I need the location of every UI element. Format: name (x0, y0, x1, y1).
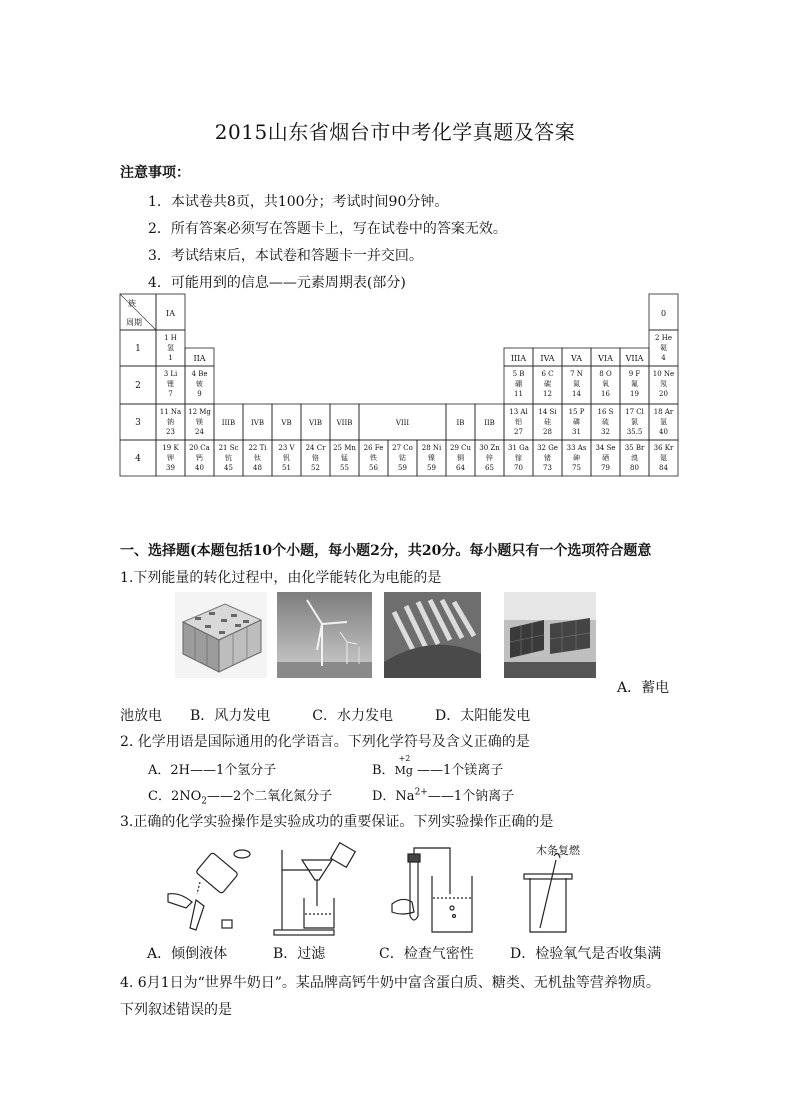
group-header-label: IIIA (510, 354, 527, 363)
question-4-line-2: 下列叙述错误的是 (120, 1002, 232, 1018)
element-name: 氩 (660, 418, 667, 426)
q3-option-b: B．过滤 (273, 946, 326, 962)
element-number-symbol: 20 Ca (189, 444, 210, 452)
wind-turbine-image (277, 592, 372, 678)
element-number-symbol: 2 He (655, 334, 672, 342)
notice-heading: 注意事项： (120, 165, 190, 181)
element-mass: 59 (427, 464, 436, 472)
element-number-symbol: 12 Mg (188, 408, 211, 416)
group-header-label: IIB (484, 419, 495, 427)
group-header-label: IA (166, 309, 175, 318)
element-mass: 23 (166, 428, 175, 436)
element-mass: 32 (601, 428, 610, 436)
group-header-label: IIA (193, 354, 206, 363)
element-number-symbol: 22 Ti (248, 444, 267, 452)
element-number-symbol: 1 H (164, 334, 177, 342)
element-number-symbol: 31 Ga (508, 444, 529, 452)
element-mass: 55 (340, 464, 349, 472)
element-name: 钪 (225, 454, 232, 462)
table-corner-group-label: 族 (128, 299, 136, 308)
element-number-symbol: 25 Mn (333, 444, 356, 452)
q2-option-d-text: ——1个钠离子 (427, 789, 515, 804)
hydro-turbine-image (384, 592, 481, 678)
element-mass: 1 (168, 354, 173, 362)
element-mass: 79 (601, 464, 610, 472)
q2-option-d-superscript: 2+ (414, 787, 428, 798)
airtightness-check-figure (388, 846, 484, 938)
element-mass: 64 (456, 464, 465, 472)
periodic-table-svg (120, 294, 675, 509)
element-name: 硒 (602, 454, 609, 462)
element-number-symbol: 10 Ne (652, 370, 675, 378)
element-name: 铜 (457, 454, 464, 462)
element-mass: 45 (224, 464, 233, 472)
group-header-label: IB (456, 419, 465, 427)
group-header-label: VIIB (336, 419, 353, 427)
q2-option-b-text: ——1个镁离子 (417, 763, 504, 778)
element-number-symbol: 30 Zn (479, 444, 500, 452)
element-number-symbol: 24 Cr (305, 444, 326, 452)
element-mass: 39 (166, 464, 175, 472)
element-number-symbol: 32 Ge (537, 444, 558, 452)
q3-option-d: D．检验氧气是否收集满 (510, 946, 662, 962)
element-mass: 65 (485, 464, 494, 472)
periodic-table (120, 294, 675, 513)
element-mass: 52 (311, 464, 320, 472)
q2-option-b (372, 754, 504, 778)
element-number-symbol: 7 N (570, 370, 583, 378)
element-name: 铝 (515, 418, 522, 426)
element-mass: 14 (572, 390, 581, 398)
q3-d-label: 木条复燃 (536, 844, 580, 857)
element-mass: 59 (398, 464, 407, 472)
element-name: 钴 (399, 454, 406, 462)
question-4-line-1: 4. 6月1日为“世界牛奶日”。某品牌高钙牛奶中富含蛋白质、糖类、无机盐等营养物质。 (120, 975, 660, 991)
element-mass: 11 (514, 390, 523, 398)
element-number-symbol: 35 Br (624, 444, 645, 452)
group-header-label: VIII (395, 419, 410, 427)
element-mass: 35.5 (626, 428, 643, 436)
element-number-symbol: 29 Cu (450, 444, 471, 452)
group-header-label: VA (570, 354, 583, 363)
element-mass: 24 (195, 428, 204, 436)
element-name: 溴 (631, 454, 638, 462)
solar-panel-image (504, 592, 596, 678)
element-mass: 73 (543, 464, 552, 472)
group-header-label: VIIA (625, 354, 644, 363)
pouring-liquid-figure (160, 842, 256, 938)
element-mass: 9 (197, 390, 202, 398)
element-mass: 40 (659, 428, 668, 436)
section-1-heading: 一、选择题(本题包括10个小题，每小题2分，共20分。每小题只有一个选项符合题意 (120, 543, 652, 559)
element-name: 硅 (544, 418, 551, 426)
question-3-stem: 3.正确的化学实验操作是实验成功的重要保证。下列实验操作正确的是 (120, 814, 554, 830)
notice-item-4: 4．可能用到的信息——元素周期表(部分) (148, 275, 406, 291)
element-name: 钙 (196, 454, 203, 462)
filtration-figure (268, 840, 364, 938)
element-number-symbol: 36 Kr (653, 444, 674, 452)
q2-option-b-symbol-wrap (394, 754, 413, 778)
element-name: 镍 (428, 454, 435, 462)
element-mass: 4 (661, 354, 666, 362)
element-name: 钒 (283, 454, 290, 462)
element-mass: 16 (601, 390, 610, 398)
element-name: 钛 (254, 454, 261, 462)
element-mass: 70 (514, 464, 523, 472)
element-number-symbol: 15 P (568, 408, 585, 416)
q2-option-d-prefix: D．Na (372, 789, 415, 804)
element-number-symbol: 17 Cl (625, 408, 644, 416)
element-name: 磷 (573, 418, 580, 426)
period-label: 4 (135, 454, 141, 464)
element-name: 硼 (515, 380, 522, 388)
group-header-label: VB (281, 419, 292, 427)
q1-option-a-tail: A．蓄电 (617, 680, 670, 696)
element-name: 镓 (515, 454, 522, 462)
question-1-stem: 1.下列能量的转化过程中，由化学能转化为电能的是 (120, 570, 442, 586)
element-mass: 84 (659, 464, 668, 472)
element-name: 氟 (631, 380, 638, 388)
battery-image (175, 592, 267, 678)
period-label: 2 (135, 381, 141, 391)
element-number-symbol: 27 Co (392, 444, 413, 452)
element-number-symbol: 11 Na (159, 408, 182, 416)
q2-option-c-text: ——2个二氧化氮分子 (207, 789, 333, 804)
element-name: 锰 (341, 454, 348, 462)
element-mass: 56 (369, 464, 378, 472)
element-number-symbol: 33 As (566, 444, 587, 452)
element-name: 锂 (167, 380, 174, 388)
element-mass: 27 (514, 428, 523, 436)
element-name: 氯 (631, 418, 638, 426)
group-header-label: IVA (540, 354, 555, 363)
period-label: 3 (135, 418, 141, 428)
element-number-symbol: 8 O (599, 370, 612, 378)
element-number-symbol: 28 Ni (421, 444, 442, 452)
question-2-stem: 2. 化学用语是国际通用的化学语言。下列化学符号及含义正确的是 (120, 734, 530, 750)
element-name: 氮 (573, 380, 580, 388)
q2-option-c-prefix: C．2NO (148, 789, 202, 804)
element-mass: 80 (630, 464, 639, 472)
q2-option-b-charge: +2 (398, 754, 411, 763)
element-number-symbol: 34 Se (595, 444, 616, 452)
q1-options-line: 池放电 B．风力发电 C．水力发电 D．太阳能发电 (120, 708, 531, 724)
q3-option-c: C．检查气密性 (379, 946, 474, 962)
element-mass: 28 (543, 428, 552, 436)
group-header-label: VIB (309, 419, 322, 427)
element-mass: 12 (543, 390, 552, 398)
element-name: 钾 (167, 454, 174, 462)
element-name: 镁 (196, 418, 203, 426)
group-header-label: IVB (251, 419, 264, 427)
element-number-symbol: 4 Be (191, 370, 208, 378)
period-label: 1 (135, 344, 141, 354)
element-name: 锌 (486, 454, 493, 462)
group-header-label: VIA (598, 354, 613, 363)
element-number-symbol: 13 Al (509, 408, 528, 416)
element-mass: 40 (195, 464, 204, 472)
table-corner-period-label: 周期 (126, 318, 142, 327)
notice-item-1: 1．本试卷共8页，共100分；考试时间90分钟。 (148, 194, 449, 210)
element-number-symbol: 18 Ar (653, 408, 674, 416)
element-name: 氖 (660, 380, 667, 388)
element-name: 氢 (167, 344, 174, 352)
page-title: 2015山东省烟台市中考化学真题及答案 (214, 120, 576, 144)
q2-option-c-subscript: 2 (201, 796, 207, 807)
element-name: 硫 (602, 418, 609, 426)
element-number-symbol: 16 S (597, 408, 614, 416)
group-header-label: 0 (660, 309, 667, 318)
element-name: 砷 (573, 454, 580, 462)
element-name: 钠 (167, 418, 174, 426)
element-number-symbol: 9 F (628, 370, 641, 378)
q2-option-d (372, 785, 514, 804)
element-number-symbol: 19 K (162, 444, 179, 452)
element-mass: 20 (659, 390, 668, 398)
q3-option-a: A．倾倒液体 (147, 946, 228, 962)
oxygen-test-figure (508, 842, 604, 938)
element-name: 铁 (370, 454, 377, 462)
element-number-symbol: 23 V (278, 444, 295, 452)
notice-item-3: 3．考试结束后，本试卷和答题卡一并交回。 (148, 248, 423, 264)
element-mass: 51 (282, 464, 291, 472)
q2-option-b-prefix: B． (372, 763, 395, 778)
element-number-symbol: 5 B (512, 370, 525, 378)
element-name: 氪 (660, 454, 667, 462)
element-number-symbol: 3 Li (163, 370, 178, 378)
element-number-symbol: 14 Si (538, 408, 557, 416)
element-name: 氦 (660, 344, 667, 352)
element-mass: 7 (168, 390, 173, 398)
element-number-symbol: 21 Sc (218, 444, 239, 452)
q2-option-c (148, 785, 332, 807)
q2-option-a: A．2H——1个氢分子 (148, 763, 277, 778)
element-name: 氧 (602, 380, 609, 388)
element-name: 锗 (544, 454, 551, 462)
element-mass: 48 (253, 464, 262, 472)
group-header-label: IIIB (221, 419, 236, 427)
element-number-symbol: 26 Fe (363, 444, 384, 452)
element-name: 铬 (312, 454, 319, 462)
element-mass: 19 (630, 390, 639, 398)
q2-option-b-symbol: Mg (394, 764, 413, 777)
element-mass: 75 (572, 464, 581, 472)
notice-item-2: 2．所有答案必须写在答题卡上，写在试卷中的答案无效。 (148, 221, 507, 237)
element-name: 碳 (544, 380, 551, 388)
element-name: 铍 (196, 380, 203, 388)
element-number-symbol: 6 C (541, 370, 554, 378)
element-mass: 31 (572, 428, 581, 436)
